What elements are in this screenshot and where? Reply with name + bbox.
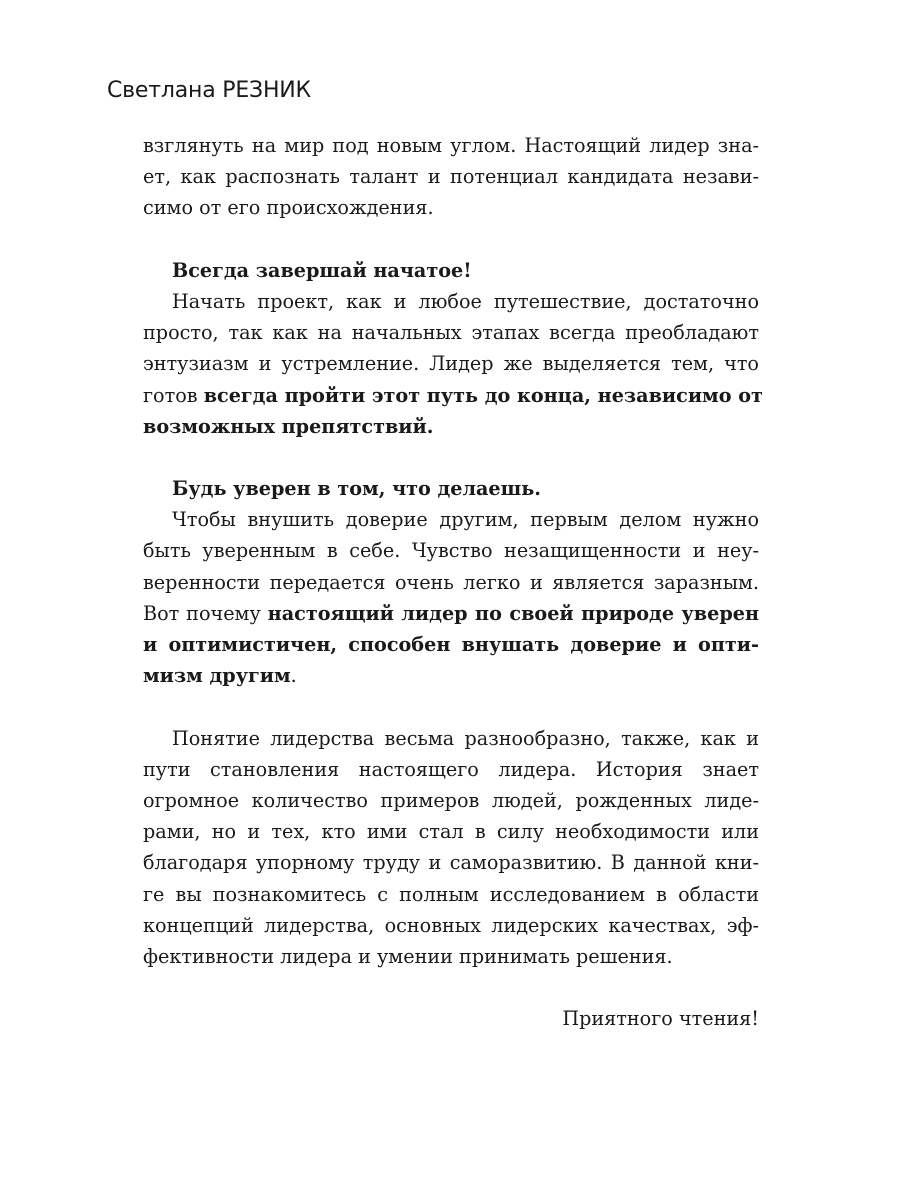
- text-line: взглянуть на мир под новым углом. Настоящий лидер зна-: [143, 134, 759, 157]
- emphasis-line: и оптимистичен, способен внушать доверие и опти-: [143, 633, 759, 656]
- text-line: энтузиазм и устремление. Лидер же выделяется тем, что: [143, 352, 759, 376]
- text-run: Вот почему: [143, 601, 268, 625]
- section-heading: Будь уверен в том, что делаешь.: [172, 477, 541, 501]
- running-head: Светлана РЕЗНИК: [107, 78, 311, 103]
- text-line: ет, как распознать талант и потенциал кандидата незави-: [143, 165, 759, 189]
- text-run: .: [290, 664, 297, 688]
- paragraph-gap: [143, 442, 759, 473]
- text-line: Понятие лидерства весьма разнообразно, также, как и: [172, 726, 759, 750]
- text-line: [143, 660, 759, 691]
- text-line: рами, но и тех, кто ими стал в силу необходимости или: [143, 820, 759, 844]
- text-line: ге вы познакомитесь с полным исследованием в области: [143, 882, 759, 906]
- emphasis-text: настоящий лидер по своей природе уверен: [267, 601, 759, 625]
- text-line: симо от его происхождения.: [143, 196, 434, 220]
- text-line: благодаря упорному труду и саморазвитию. В данной кни-: [143, 851, 759, 875]
- text-line: [143, 380, 763, 411]
- text-line: веренности передается очень легко и является заразным.: [143, 570, 759, 594]
- text-line: Начать проект, как и любое путешествие, достаточно: [172, 289, 759, 313]
- closing-line: Приятного чтения!: [562, 1007, 759, 1031]
- page-body: [143, 130, 763, 1034]
- text-line: просто, так как на начальных этапах всегда преобладают: [143, 321, 759, 345]
- text-line: концепций лидерства, основных лидерских качествах, эф-: [143, 913, 759, 937]
- text-line: фективности лидера и умении принимать решения.: [143, 944, 673, 968]
- paragraph-gap: [143, 691, 759, 722]
- text-line: огромное количество примеров людей, рожденных лиде-: [143, 788, 759, 812]
- emphasis-text: всегда пройти этот путь до конца, независимо от: [203, 383, 763, 407]
- paragraph-gap: [143, 972, 759, 1003]
- text-line: быть уверенным в себе. Чувство незащищенности и неу-: [143, 539, 759, 563]
- text-run: готов: [143, 383, 204, 407]
- emphasis-text: мизм другим: [143, 664, 291, 688]
- text-line: [143, 598, 759, 629]
- paragraph-gap: [143, 224, 759, 255]
- text-line: Чтобы внушить доверие другим, первым делом нужно: [172, 508, 759, 532]
- text-line: пути становления настоящего лидера. История знает: [143, 757, 759, 781]
- emphasis-line: возможных препятствий.: [143, 414, 434, 438]
- section-heading: Всегда завершай начатое!: [172, 258, 472, 282]
